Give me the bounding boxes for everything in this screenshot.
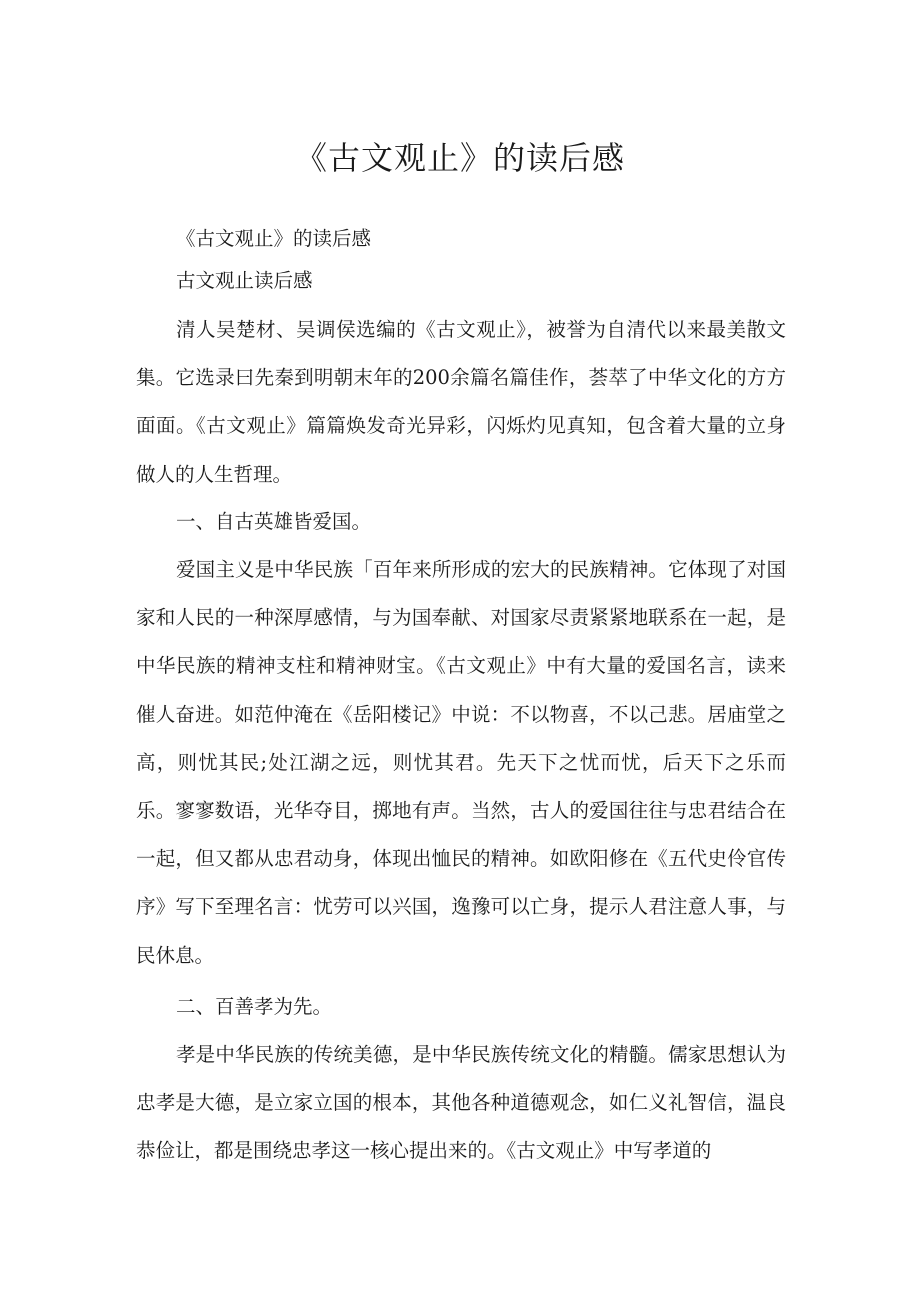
section-heading-filial-piety: 二、百善孝为先。 [176,995,333,1018]
paragraph-subtitle: 《古文观止》的读后感 [176,227,372,250]
paragraph-patriotism: 爱国主义是中华民族「百年来所形成的宏大的民族精神。它体现了对国家和人民的一种深厚感情，与为国奉献、对国家尽责紧紧地联系在一起，是中华民族的精神支柱和精神财宝。《古文观止》中有大量的爱国名言，读来催人奋进。如范仲淹在《岳阳楼记》中说：不以物喜，不以己悲。居庙堂之高，则忧其民;处江湖之远，则忧其君。先天下之忧而忧，后天下之乐而乐。寥寥数语，光华夺目，掷地有声。当然，古人的爱国往往与忠君结合在一起，但又都从忠君动身，体现出恤民的精神。如欧阳修在《五代史伶官传序》写下至理名言：忧劳可以兴国，逸豫可以亡身，提示人君注意人事，与民休息。 [136,558,786,967]
paragraph-intro: 清人吴楚材、吴调侯选编的《古文观止》，被誉为自清代以来最美散文集。它选录曰先秦到明朝末年的200余篇名篇佳作，荟萃了中华文化的方方面面。《古文观止》篇篇焕发奇光异彩，闪烁灼见真知，包含着大量的立身做人的人生哲理。 [136,318,786,486]
section-heading-patriotism: 一、自古英雄皆爱国。 [176,510,372,533]
document-title: 《古文观止》的读后感 [294,139,625,177]
paragraph-filial-piety: 孝是中华民族的传统美德，是中华民族传统文化的精髓。儒家思想认为忠孝是大德，是立家立国的根本，其他各种道德观念，如仁义礼智信，温良恭俭让，都是围绕忠孝这一核心提出来的。《古文观止》中写孝道的 [136,1043,786,1163]
paragraph-heading: 古文观止读后感 [176,269,313,292]
